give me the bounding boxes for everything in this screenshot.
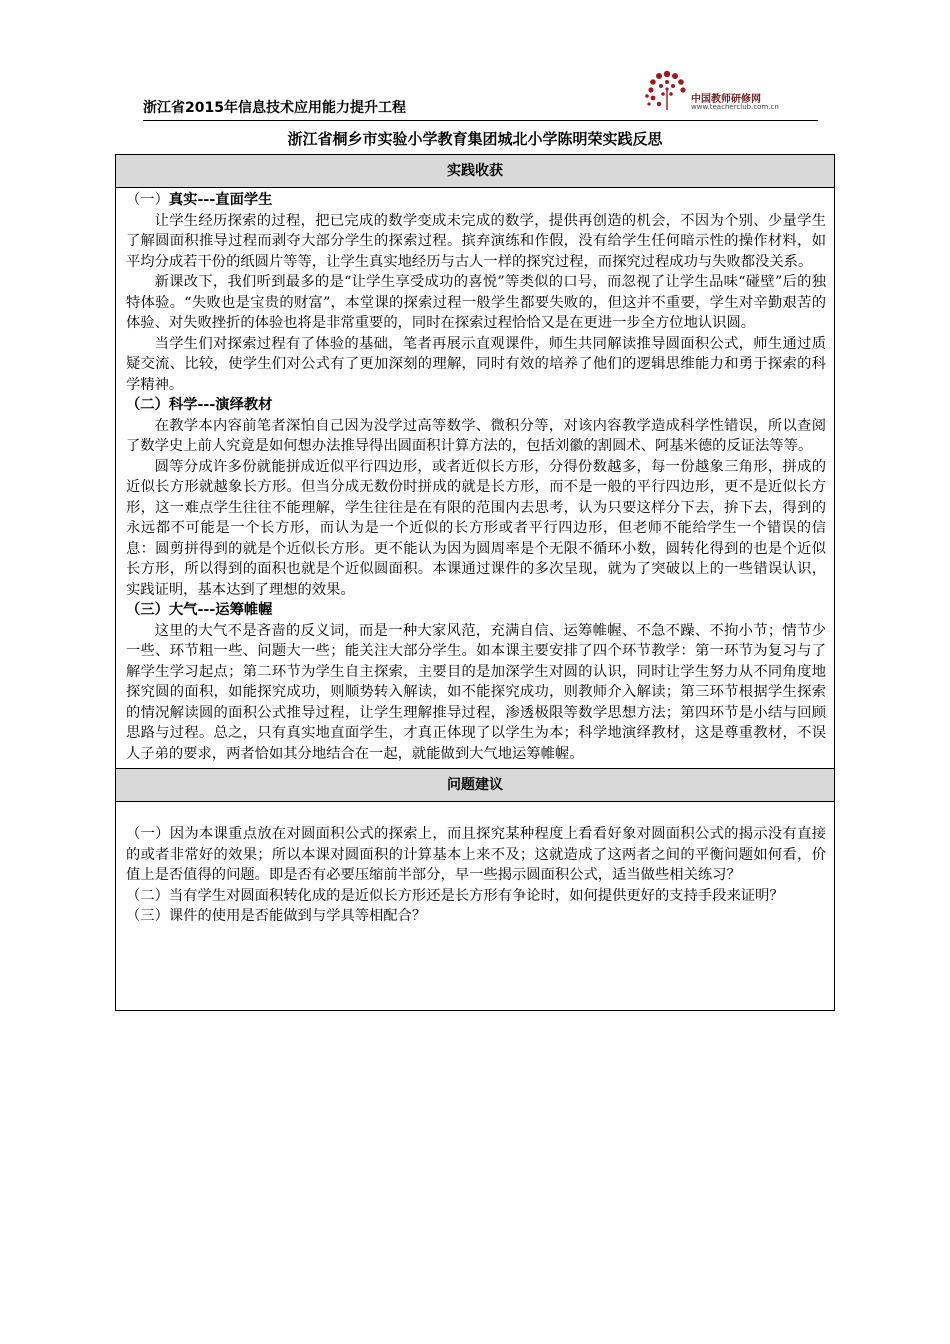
part-1-lead: （一）	[126, 192, 169, 208]
header-title: 浙江省2015年信息技术应用能力提升工程	[143, 100, 406, 116]
logo-url: www.teacherclub.com.cn	[691, 103, 779, 111]
reflection-table	[115, 154, 835, 1011]
part-1-paragraph: 当学生们对探索过程有了体验的基础，笔者再展示直观课件，师生共同解读推导圆面积公式，师生通过质疑交流、比较，使学生们对公式有了更加深刻的理解，同时有效的培养了他们的逻辑思维能力和勇于探索的科学精神。	[126, 335, 826, 393]
section-header-harvest: 实践收获	[116, 155, 834, 188]
suggestion-item: （三）课件的使用是否能做到与学具等相配合？	[126, 908, 427, 924]
part-2-paragraph: 圆等分成许多份就能拼成近似平行四边形，或者近似长方形，分得份数越多，每一份越象三角形，拼成的近似长方形就越象长方形。但当分成无数份时拼成的就是长方形，而不是一般的平行四边形，更不是近似长方形，这一难点学生往往不能理解，学生往往是在有限的范围内去思考，认为只要这样分下去，拚下去，得到的永远都不可能是一个长方形，而认为是一个近似的长方形或者平行四边形，但老师不能给学生一个错误的信息：圆剪拼得到的就是个近似长方形。更不能认为因为圆周率是个无限不循环小数，圆转化得到的也是个近似长方形，所以得到的面积也就是个近似圆面积。本课通过课件的多次呈现，就为了突破以上的一些错误认识，实践证明，基本达到了理想的效果。	[126, 458, 826, 598]
part-1-title: 真实---直面学生	[168, 192, 273, 208]
suggestion-item: （二）当有学生对圆面积转化成的是近似长方形还是长方形有争论时，如何提供更好的支持手段来证明？	[126, 887, 784, 904]
part-2-paragraph: 在教学本内容前笔者深怕自己因为没学过高等数学、微积分等，对该内容教学造成科学性错误，所以查阅了数学史上前人究竟是如何想办法推导得出圆面积计算方法的，包括刘徽的割圆术、阿基米德的反证法等等。	[126, 417, 826, 454]
logo-name: 中国教师研修网	[691, 94, 761, 105]
page-header	[143, 66, 818, 121]
document-title: 浙江省桐乡市实验小学教育集团城北小学陈明荣实践反思	[287, 130, 663, 148]
teacherclub-logo	[643, 66, 818, 116]
logo-flower-icon	[643, 66, 691, 114]
suggestion-item: （一）因为本课重点放在对圆面积公式的探索上，而且探究某种程度上看看好象对圆面积公式的揭示没有直接的或者非常好的效果；所以本课对圆面积的计算基本上来不及；这就造成了这两者之间的平衡问题如何看，价值上是否值得的问题。即是否有必要压缩前半部分，早一些揭示圆面积公式，适当做些相关练习？	[126, 826, 826, 883]
part-3-heading: （三）大气---运筹帷幄	[126, 602, 273, 618]
harvest-content	[116, 188, 834, 768]
part-1-heading	[126, 190, 826, 211]
part-1-paragraph: 让学生经历探索的过程，把已完成的数学变成未完成的数学，提供再创造的机会，不因为个别、少量学生了解圆面积推导过程而剥夺大部分学生的探索过程。摈弃演练和作假，没有给学生任何暗示性的操作材料，如平均分成若干份的纸圆片等等，让学生真实地经历与古人一样的探究过程，而探究过程成功与失败都没关系。	[126, 212, 826, 270]
part-1-paragraph: 新课改下，我们听到最多的是“让学生享受成功的喜悦”等类似的口号，而忽视了让学生品味“碰壁”后的独特体验。“失败也是宝贵的财富”，本堂课的探索过程一般学生都要失败的，但这并不重要，学生对辛勤艰苦的体验、对失败挫折的体验也将是非常重要的，同时在探索过程恰恰又是在更进一步全方位地认识圆。	[126, 274, 826, 331]
suggestions-content	[116, 802, 834, 1010]
part-3-paragraph: 这里的大气不是吝啬的反义词，而是一种大家风范，充满自信、运筹帷幄、不急不躁、不拘小节；情节少一些、环节粗一些、问题大一些；能关注大部分学生。如本课主要安排了四个环节教学：第一环节为复习与了解学生学习起点；第二环节为学生自主探索，主要目的是加深学生对圆的认识，同时让学生努力从不同角度地探究圆的面积，如能探究成功，则顺势转入解读，如不能探究成功，则教师介入解读；第三环节根据学生探索的情况解读圆的面积公式推导过程，让学生理解推导过程，渗透极限等数学思想方法；第四环节是小结与回顾思路与过程。总之，只有真实地直面学生，才真正体现了以学生为本；科学地演绎教材，这是尊重教材，不误人子弟的要求，两者恰如其分地结合在一起，就能做到大气地运筹帷幄。	[126, 622, 826, 762]
part-2-heading: （二）科学---演绎教材	[126, 397, 273, 413]
section-header-suggestions: 问题建议	[116, 768, 834, 802]
